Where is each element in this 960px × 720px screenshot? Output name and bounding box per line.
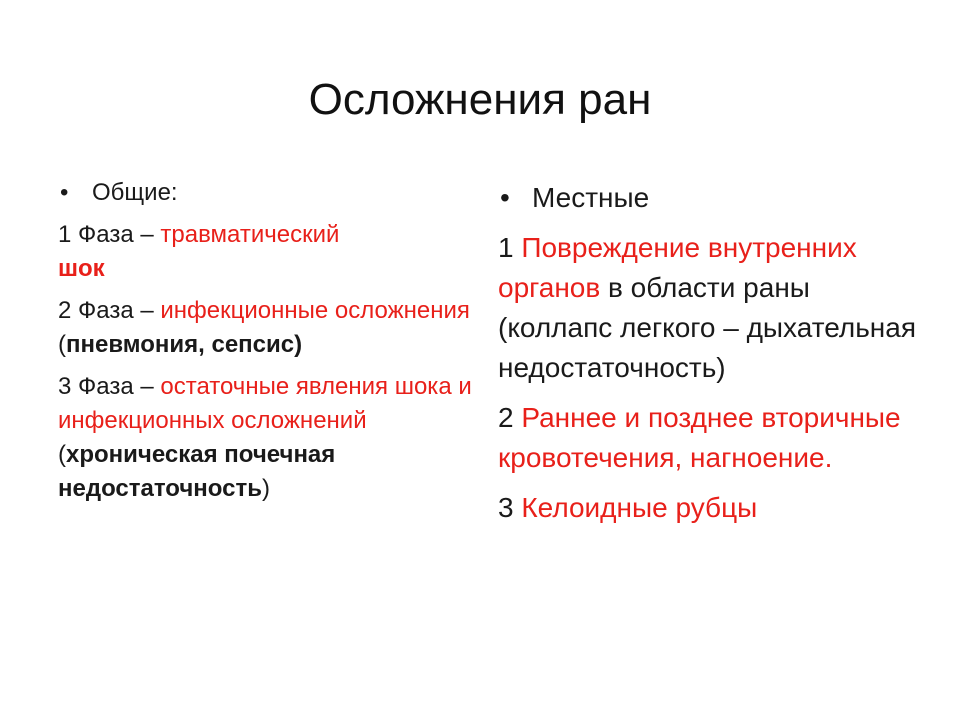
phase-2-close-paren: ) [294, 331, 303, 358]
local-item-1-rest-text: в области раны (коллапс легкого – дыхательная недостаточность) [498, 272, 916, 383]
local-item-3 [498, 488, 918, 528]
general-heading: Общие: [92, 179, 178, 206]
general-complications-column [58, 176, 478, 514]
local-heading: Местные [532, 182, 650, 213]
phase-3-close-paren: ) [262, 475, 270, 502]
phase-2-open-paren: ( [58, 331, 66, 358]
general-heading-bullet [58, 176, 478, 210]
local-item-3-number: 3 [498, 492, 522, 523]
local-heading-bullet [498, 178, 918, 218]
bullet-icon: • [60, 179, 69, 206]
local-item-2 [498, 398, 918, 478]
local-item-2-number: 2 [498, 402, 522, 433]
phase-2-red-text: инфекционные осложнения [160, 297, 470, 324]
bullet-icon: • [500, 182, 510, 213]
phase-3-prefix: 3 Фаза – [58, 373, 161, 400]
phase-1-prefix: 1 Фаза – [58, 221, 161, 248]
phase-1-red-bold-text: шок [58, 255, 105, 282]
slide-title: Осложнения ран [308, 75, 652, 124]
local-item-2-red-text: Раннее и позднее вторичные кровотечения, нагноение. [498, 402, 901, 473]
local-item-3-red-text: Келоидные рубцы [521, 492, 758, 523]
local-complications-column [498, 178, 918, 538]
phase-3-item [58, 370, 478, 506]
phase-3-red-text: остаточные явления шока и инфекционных осложнений [58, 373, 472, 434]
phase-2-bold-text: пневмония, сепсис [66, 331, 295, 358]
local-item-1-red-text: Повреждение внутренних органов [498, 232, 857, 303]
local-item-1 [498, 228, 918, 388]
local-item-1-number: 1 [498, 232, 522, 263]
phase-3-bold-text: хроническая почечная недостаточность [58, 441, 336, 502]
phase-2-item [58, 294, 478, 362]
phase-1-red-text: травматический [160, 221, 340, 248]
phase-3-open-paren: ( [58, 441, 66, 468]
phase-2-prefix: 2 Фаза – [58, 297, 161, 324]
phase-1-item [58, 218, 478, 286]
